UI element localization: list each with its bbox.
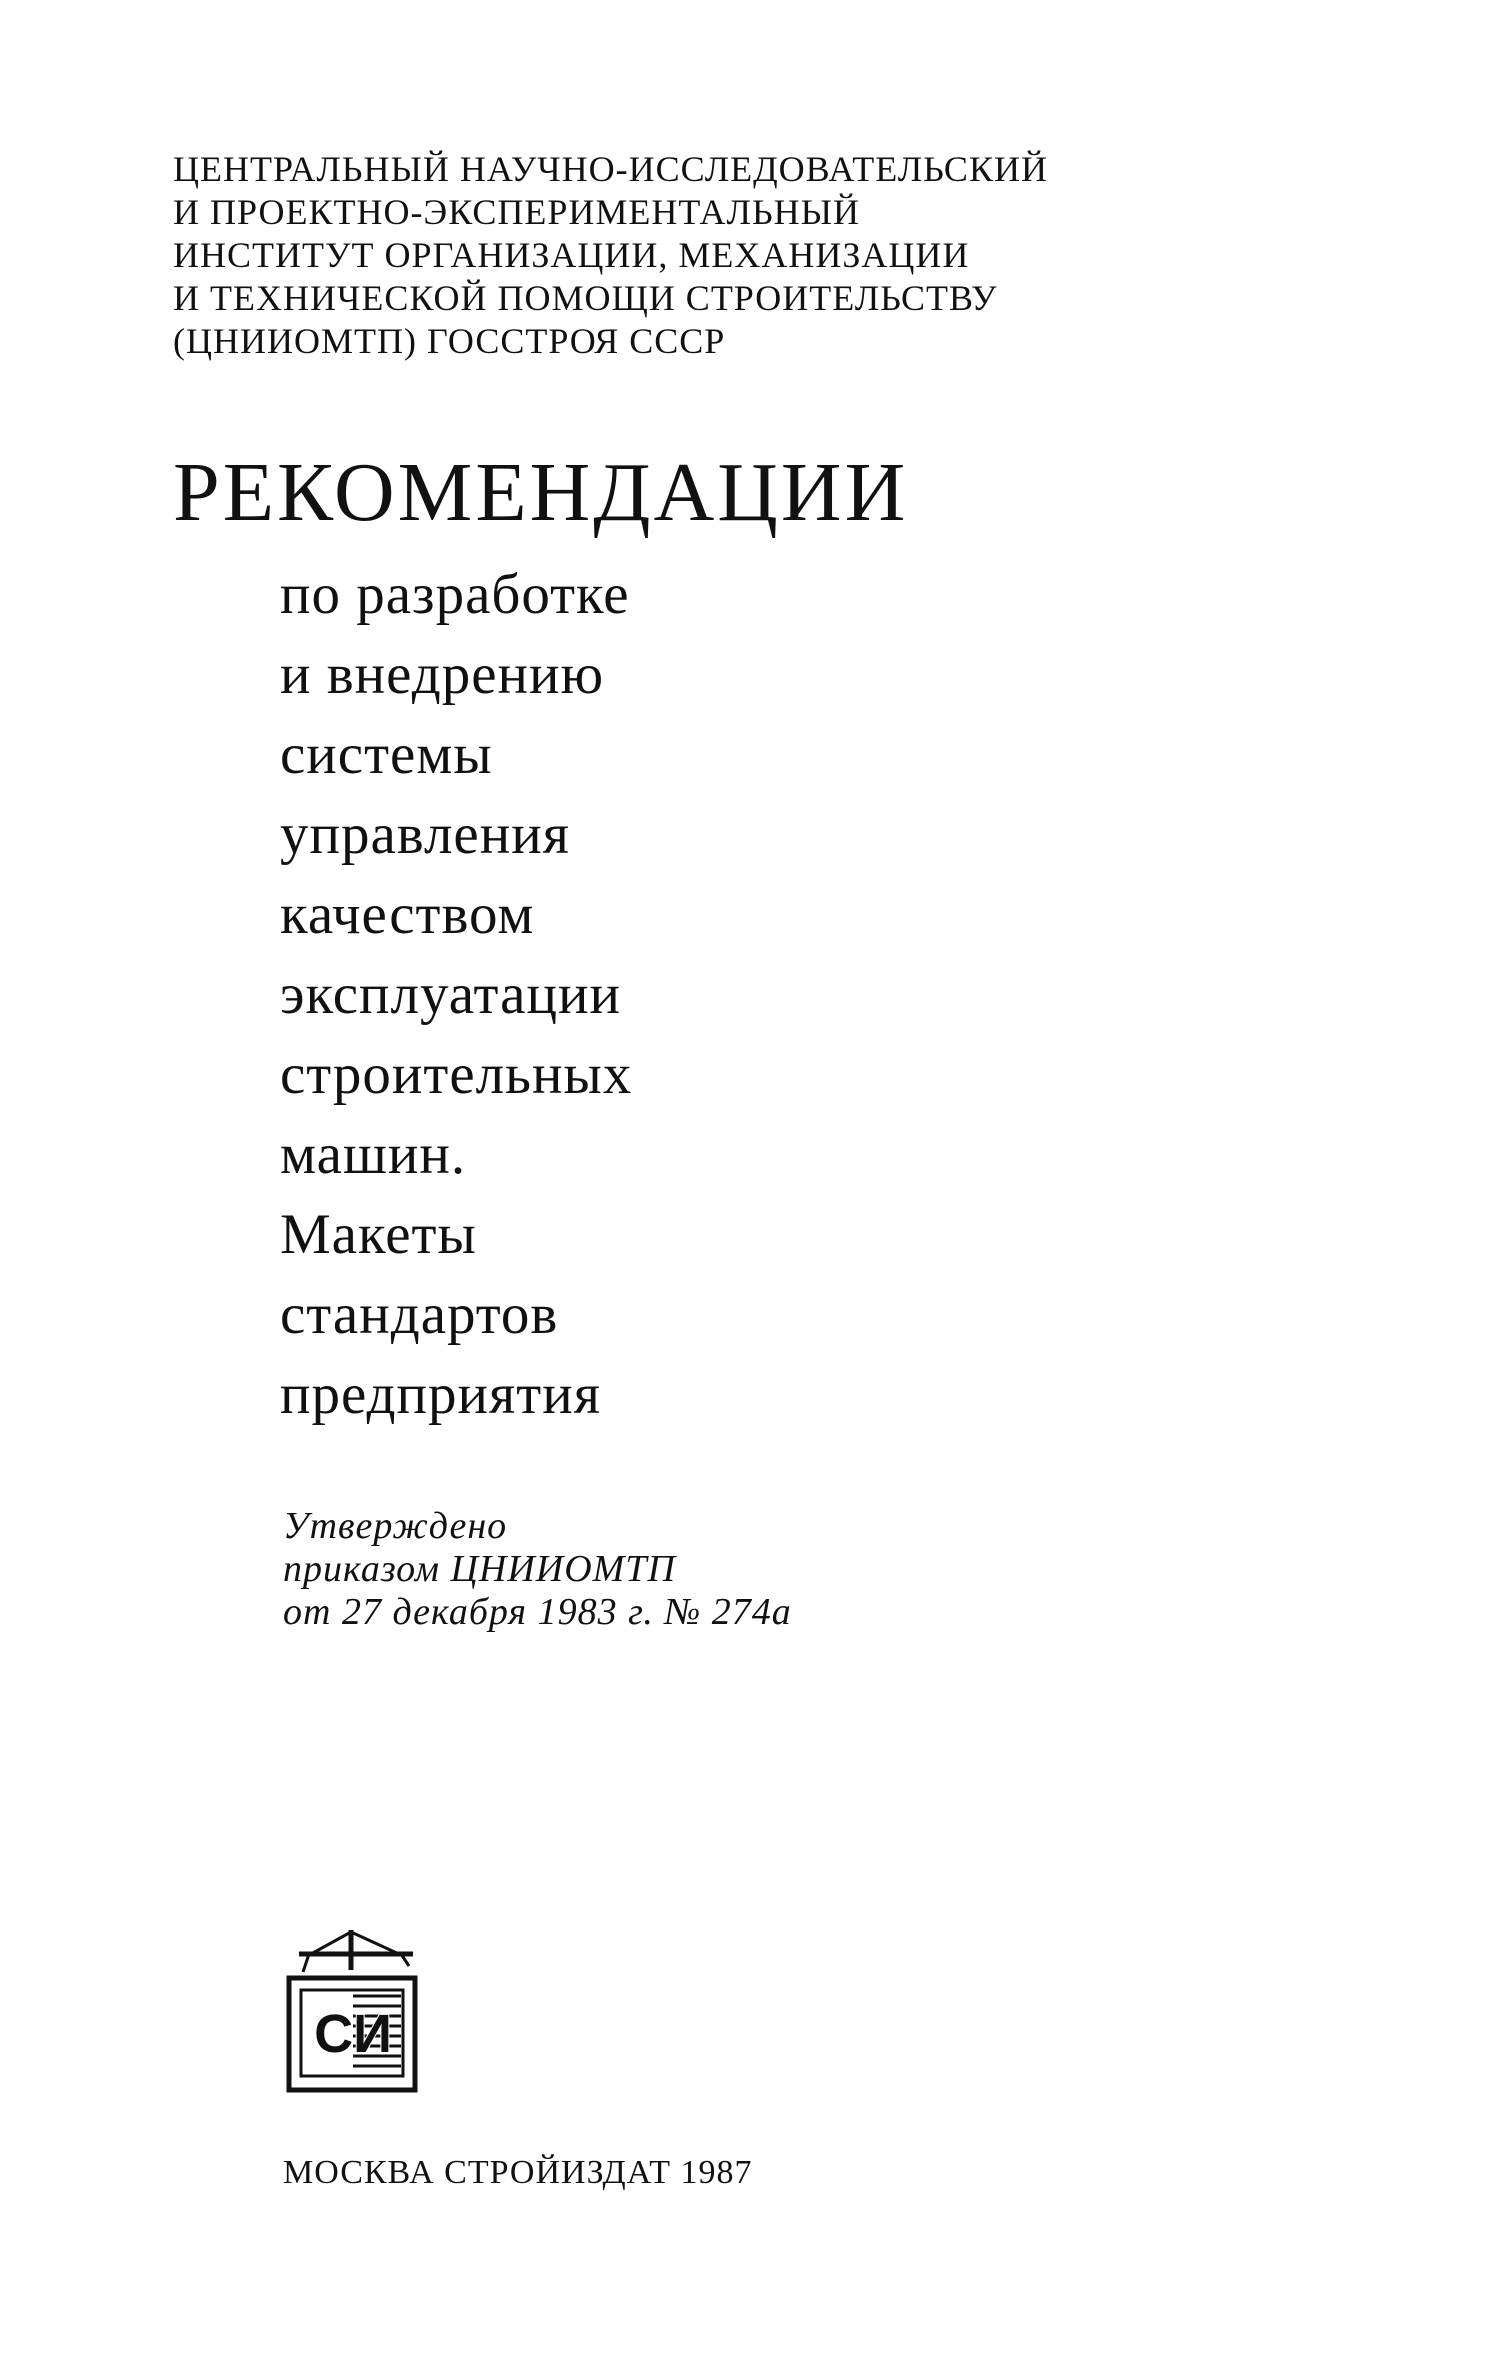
organization-line: (ЦНИИОМТП) ГОССТРОЯ СССР [173,321,726,361]
subtitle-line: и внедрению [280,643,605,706]
subtitle-line: предприятия [280,1363,601,1426]
approval-line: приказом ЦНИИОМТП [283,1548,676,1590]
organization-line: ИНСТИТУТ ОРГАНИЗАЦИИ, МЕХАНИЗАЦИИ [173,235,970,275]
subtitle-line: качеством [280,883,535,946]
subtitle-line: эксплуатации [280,963,621,1026]
subtitle-line: стандартов [280,1283,559,1346]
subtitle-line: строительных [280,1043,633,1106]
organization-header [173,148,1173,363]
subtitle-line: управления [280,803,570,866]
publisher-logo-icon [281,1926,431,2102]
organization-line: ЦЕНТРАЛЬНЫЙ НАУЧНО-ИССЛЕДОВАТЕЛЬСКИЙ [173,149,1048,189]
document-title: РЕКОМЕНДАЦИИ [173,446,909,539]
organization-line: И ТЕХНИЧЕСКОЙ ПОМОЩИ СТРОИТЕЛЬСТВУ [173,278,998,318]
approval-note [283,1505,792,1634]
subtitle-line: машин. [280,1123,467,1186]
subtitle-line: по разработке [280,563,630,626]
approval-line: от 27 декабря 1983 г. № 274а [283,1591,792,1633]
subtitle-line: системы [280,723,493,786]
subtitle-line: Макеты [280,1203,477,1266]
organization-line: И ПРОЕКТНО-ЭКСПЕРИМЕНТАЛЬНЫЙ [173,192,861,232]
logo-letters: СИ [314,2004,392,2064]
document-subtitle [280,555,632,1435]
approval-line: Утверждено [283,1505,508,1547]
publisher-imprint: МОСКВА СТРОЙИЗДАТ 1987 [283,2154,753,2191]
